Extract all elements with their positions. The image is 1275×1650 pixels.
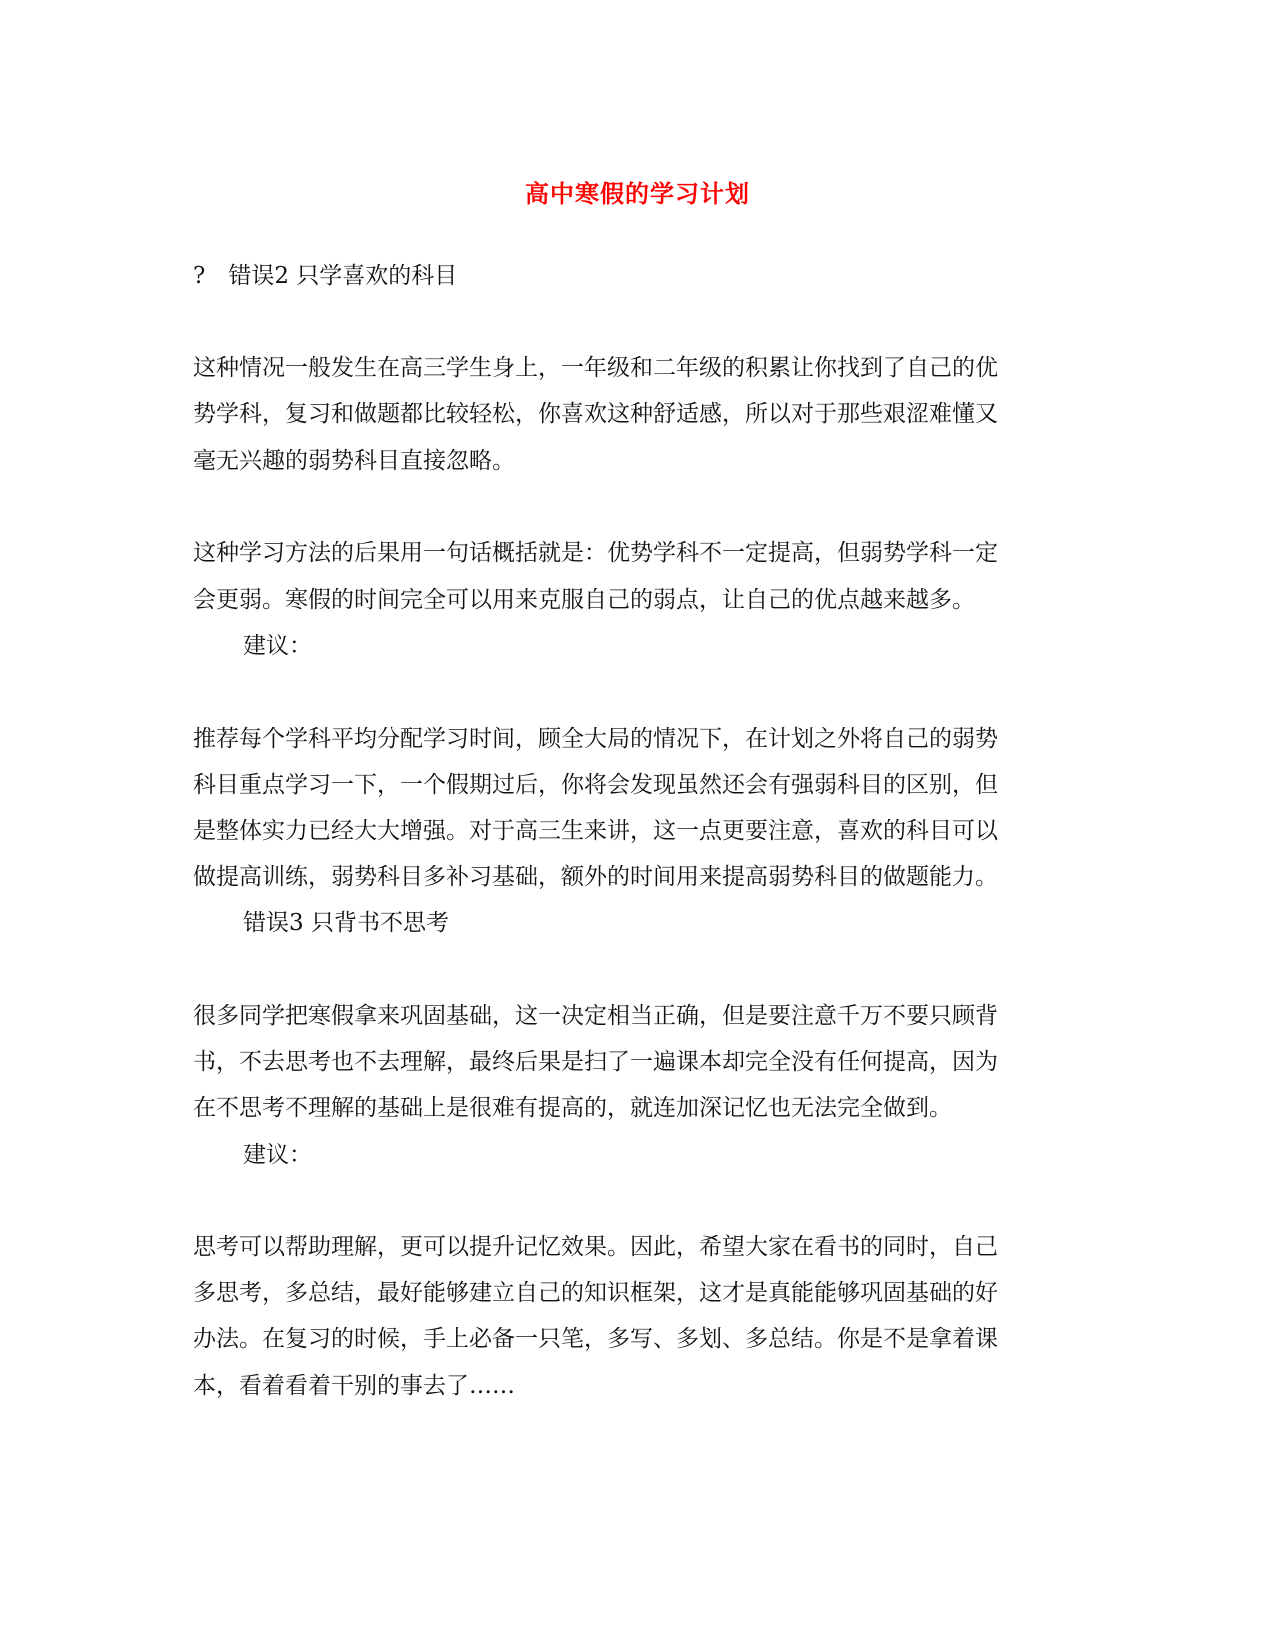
paragraph-4-line-3: 在不思考不理解的基础上是很难有提高的，就连加深记忆也无法完全做到。 xyxy=(193,1095,952,1121)
paragraph-5-line-1: 思考可以帮助理解，更可以提升记忆效果。因此，希望大家在看书的同时，自己 xyxy=(193,1234,998,1260)
paragraph-3-line-2: 科目重点学习一下，一个假期过后，你将会发现虽然还会有强弱科目的区别，但 xyxy=(193,772,998,798)
paragraph-5-line-2: 多思考，多总结，最好能够建立自己的知识框架，这才是真能能够巩固基础的好 xyxy=(193,1280,998,1306)
heading-error-2: ? 错误2 只学喜欢的科目 xyxy=(193,263,458,289)
paragraph-3-line-3: 是整体实力已经大大增强。对于高三生来讲，这一点更要注意，喜欢的科目可以 xyxy=(193,818,998,844)
paragraph-4-line-1: 很多同学把寒假拿来巩固基础，这一决定相当正确，但是要注意千万不要只顾背 xyxy=(193,1003,998,1029)
paragraph-1-line-2: 势学科，复习和做题都比较轻松，你喜欢这种舒适感，所以对于那些艰涩难懂又 xyxy=(193,401,998,427)
paragraph-3-line-4: 做提高训练，弱势科目多补习基础，额外的时间用来提高弱势科目的做题能力。 xyxy=(193,864,998,890)
paragraph-3-line-1: 推荐每个学科平均分配学习时间，顾全大局的情况下，在计划之外将自己的弱势 xyxy=(193,726,998,752)
heading-error-3: 错误3 只背书不思考 xyxy=(243,910,449,936)
suggestion-label-1: 建议： xyxy=(243,633,312,659)
suggestion-label-2: 建议： xyxy=(243,1142,312,1168)
paragraph-5-line-4: 本，看着看着干别的事去了…… xyxy=(193,1373,515,1399)
paragraph-2-line-2: 会更弱。寒假的时间完全可以用来克服自己的弱点，让自己的优点越来越多。 xyxy=(193,587,975,613)
document-title: 高中寒假的学习计划 xyxy=(525,179,750,208)
paragraph-5-line-3: 办法。在复习的时候，手上必备一只笔，多写、多划、多总结。你是不是拿着课 xyxy=(193,1326,998,1352)
paragraph-1-line-1: 这种情况一般发生在高三学生身上，一年级和二年级的积累让你找到了自己的优 xyxy=(193,355,998,381)
paragraph-1-line-3: 毫无兴趣的弱势科目直接忽略。 xyxy=(193,448,515,474)
paragraph-2-line-1: 这种学习方法的后果用一句话概括就是：优势学科不一定提高，但弱势学科一定 xyxy=(193,540,998,566)
paragraph-4-line-2: 书，不去思考也不去理解，最终后果是扫了一遍课本却完全没有任何提高，因为 xyxy=(193,1049,998,1075)
